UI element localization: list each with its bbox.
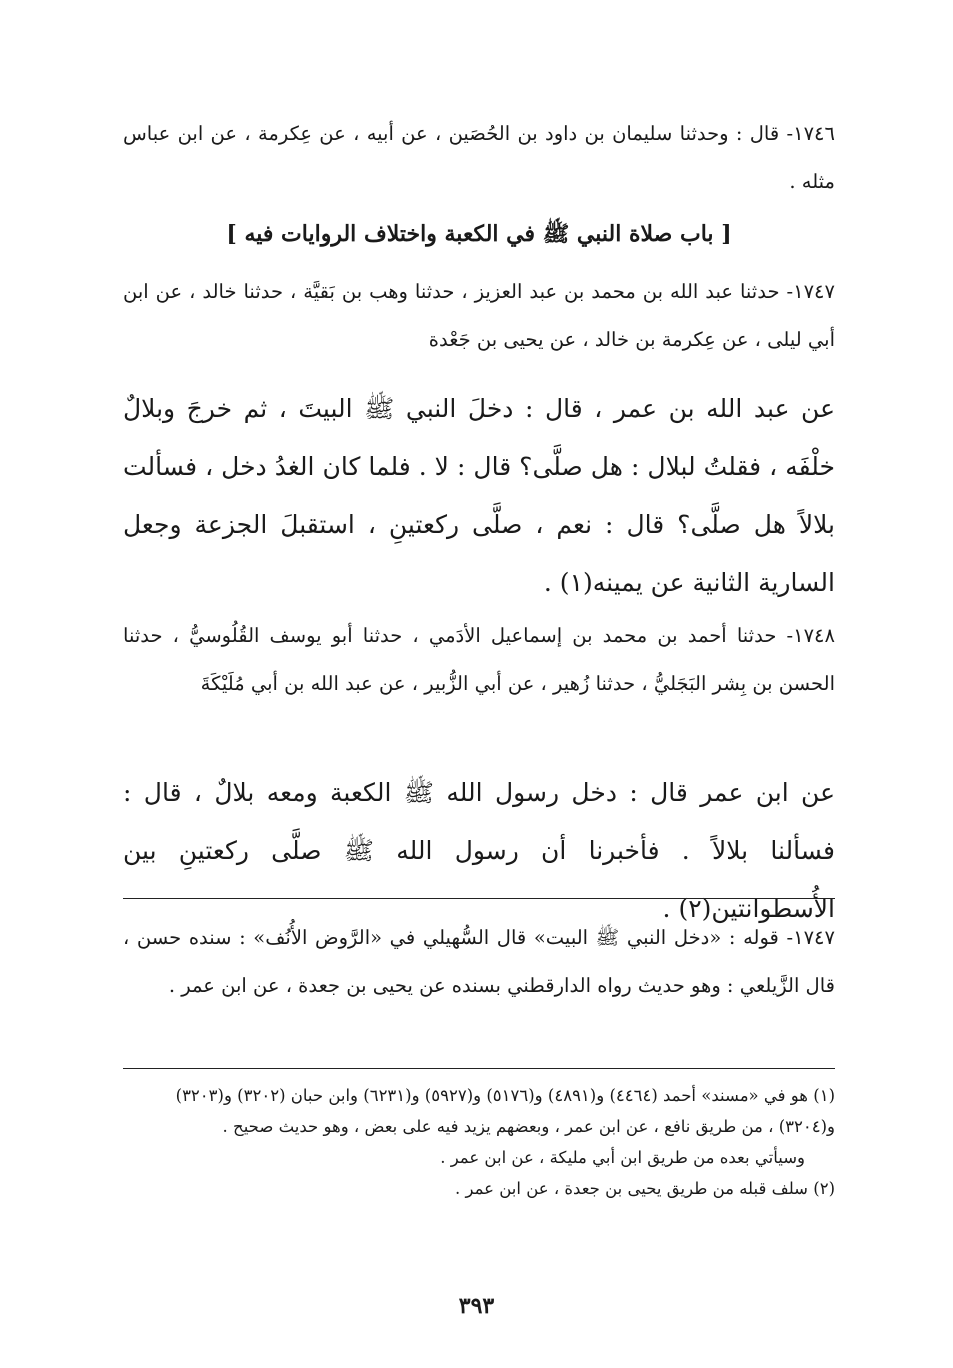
hadith-1747-isnad-text: ١٧٤٧- حدثنا عبد الله بن محمد بن عبد العزيز ، حدثنا وهب بن بَقيَّة ، حدثنا خالد ، عن ابن أبي ليلى ، عن عِكرمة بن خالد ، عن يحيى بن جَعْدة (123, 280, 835, 351)
hadith-1748-isnad (123, 612, 835, 708)
page-number: ٣٩٣ (458, 1293, 495, 1319)
footnote-2: (٢) سلف قبله من طريق يحيى بن جعدة ، عن ابن عمر . (454, 1179, 835, 1198)
commentary-divider (123, 898, 835, 899)
chapter-heading: [ باب صلاة النبي ﷺ في الكعبة واختلاف الروايات فيه ] (226, 221, 732, 247)
footnotes-divider (123, 1068, 835, 1069)
hadith-1747-isnad (123, 268, 835, 364)
hadith-1747-matn (123, 380, 835, 612)
hadith-1748-matn (123, 764, 835, 938)
hadith-1746-text: ١٧٤٦- قال : وحدثنا سليمان بن داود بن الحُصَين ، عن أبيه ، عن عِكرمة ، عن ابن عباس مثله . (123, 122, 835, 193)
hadith-1748-matn-text: عن ابن عمر قال : دخل رسول الله ﷺ الكعبة ومعه بلالٌ ، قال : فسألنا بلالاً . فأخبرنا أن رسول الله ﷺ صلَّى ركعتينِ بين الأُسطوانتين(٢) . (123, 778, 835, 923)
hadith-1748-isnad-text: ١٧٤٨- حدثنا أحمد بن محمد بن إسماعيل الأدَمي ، حدثنا أبو يوسف القُلُوسيُّ ، حدثنا الحسن بن بِشر البَجَليُّ ، حدثنا زُهير ، عن أبي الزُّبير ، عن عبد الله بن أبي مُلَيْكَةَ (123, 624, 835, 695)
hadith-1747-matn-text: عن عبد الله بن عمر ، قال : دخلَ النبي ﷺ البيتَ ، ثم خرجَ وبلالٌ خلْفَه ، فقلتُ لبلال : هل صلَّى؟ قال : لا . فلما كان الغدُ دخل ، فسألت بلالاً هل صلَّى؟ قال : نعم ، صلَّى ركعتينِ ، استقبلَ الجزعة وجعل السارية الثانية عن يمينه(١) . (123, 394, 835, 597)
footnotes (123, 1080, 835, 1204)
commentary (123, 914, 835, 1010)
footnote-1-continuation: وسيأتي بعده من طريق ابن أبي مليكة ، عن ابن عمر . (440, 1148, 805, 1167)
commentary-text: ١٧٤٧- قوله : «دخل النبي ﷺ البيت» قال السُّهيلي في «الرَّوض الأُنُف» : سنده حسن ، قال الزَّيلعي : وهو حديث رواه الدارقطني بسنده عن يحيى بن جعدة ، عن ابن عمر . (123, 926, 835, 997)
footnote-1: (١) هو في «مسند» أحمد (٤٤٦٤) و(٤٨٩١) و(٥١٧٦) و(٥٩٢٧) و(٦٢٣١) وابن حبان (٣٢٠٢) و(٣٢٠٣) و(٣٢٠٤) ، من طريق نافع ، عن ابن عمر ، وبعضهم يزيد فيه على بعض ، وهو حديث صحيح . (175, 1086, 835, 1136)
hadith-1746 (123, 110, 835, 206)
